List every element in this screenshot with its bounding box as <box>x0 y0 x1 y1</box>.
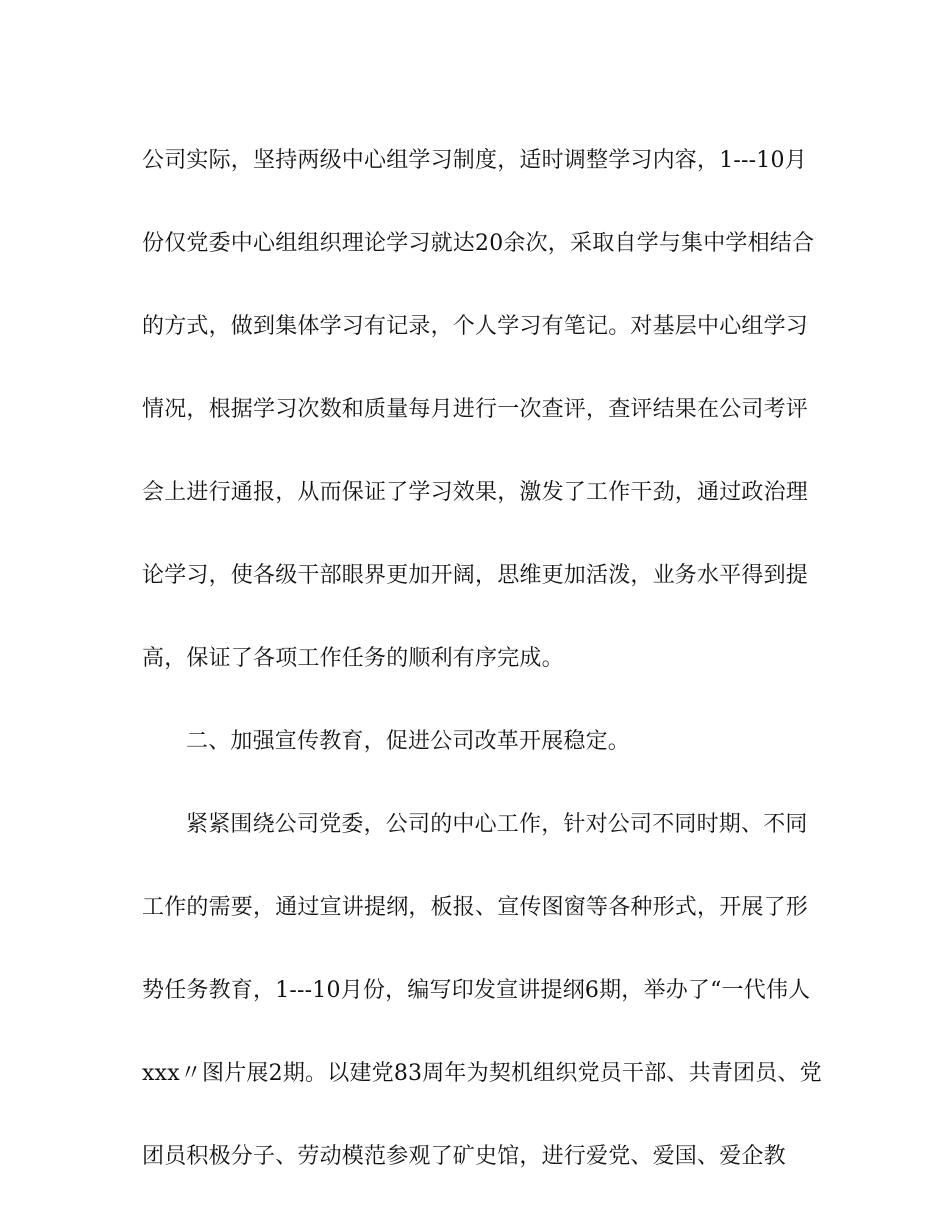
text-line: 势任务教育，1---10月份，编写印发宣讲提纲6期，举办了“一代伟人 <box>142 978 811 1003</box>
text-line: 团员积极分子、劳动模范参观了矿史馆，进行爱党、爱国、爱企教 <box>142 1144 786 1169</box>
text-line: 的方式，做到集体学习有记录，个人学习有笔记。对基层中心组学习 <box>142 314 809 339</box>
text-line: 份仅党委中心组组织理论学习就达20余次，采取自学与集中学相结合 <box>142 231 815 256</box>
text-line: 论学习，使各级干部眼界更加开阔，思维更加活泼，业务水平得到提 <box>142 563 809 588</box>
text-line: 会上进行通报，从而保证了学习效果，激发了工作干劲，通过政治理 <box>142 480 809 505</box>
text-line: 工作的需要，通过宣讲提纲，板报、宣传图窗等各种形式，开展了形 <box>142 895 809 920</box>
section-heading: 二、加强宣传教育，促进公司改革开展稳定。 <box>186 729 631 754</box>
text-line: 公司实际，坚持两级中心组学习制度，适时调整学习内容，1---10月 <box>142 148 807 173</box>
text-line: 紧紧围绕公司党委，公司的中心工作，针对公司不同时期、不同 <box>186 812 808 837</box>
text-line: 高，保证了各项工作任务的顺利有序完成。 <box>142 646 564 671</box>
text-line: 情况，根据学习次数和质量每月进行一次查评，查评结果在公司考评 <box>142 397 809 422</box>
text-line: xxx〃图片展2期。以建党83周年为契机组织党员干部、共青团员、党 <box>142 1061 822 1086</box>
